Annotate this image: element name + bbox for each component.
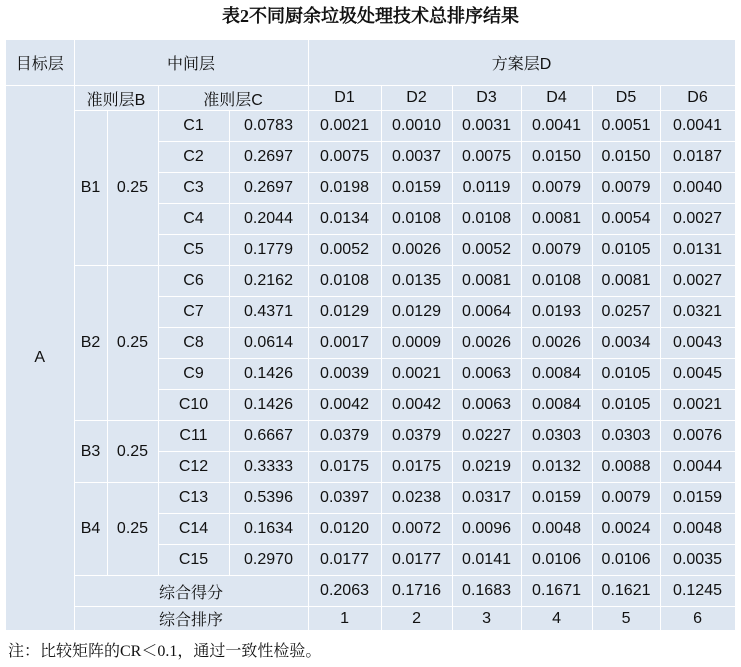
score-d4: 0.1671 — [521, 576, 592, 607]
scheme-d3-value: 0.0063 — [452, 390, 521, 421]
score-row — [6, 576, 735, 607]
criteria-c-label: C7 — [158, 297, 229, 328]
scheme-d2-value: 0.0379 — [381, 421, 452, 452]
header-d4: D4 — [521, 86, 592, 111]
scheme-d1-value: 0.0198 — [308, 173, 381, 204]
scheme-d3-value: 0.0219 — [452, 452, 521, 483]
scheme-d4-value: 0.0079 — [521, 173, 592, 204]
scheme-d5-value: 0.0051 — [592, 111, 660, 142]
scheme-d3-value: 0.0063 — [452, 359, 521, 390]
criteria-c-weight: 0.4371 — [229, 297, 308, 328]
scheme-d2-value: 0.0021 — [381, 359, 452, 390]
criteria-c-label: C1 — [158, 111, 229, 142]
scheme-d5-value: 0.0303 — [592, 421, 660, 452]
scheme-d2-value: 0.0037 — [381, 142, 452, 173]
score-d5: 0.1621 — [592, 576, 660, 607]
header-criteria-b: 准则层B — [74, 86, 158, 111]
scheme-d5-value: 0.0257 — [592, 297, 660, 328]
scheme-d4-value: 0.0084 — [521, 359, 592, 390]
criteria-c-weight: 0.2044 — [229, 204, 308, 235]
criteria-c-weight: 0.2162 — [229, 266, 308, 297]
criteria-c-weight: 0.0614 — [229, 328, 308, 359]
scheme-d1-value: 0.0379 — [308, 421, 381, 452]
criteria-c-label: C6 — [158, 266, 229, 297]
scheme-d3-value: 0.0108 — [452, 204, 521, 235]
scheme-d6-value: 0.0027 — [660, 204, 735, 235]
criteria-c-weight: 0.1426 — [229, 390, 308, 421]
scheme-d1-value: 0.0042 — [308, 390, 381, 421]
criteria-c-label: C14 — [158, 514, 229, 545]
scheme-d3-value: 0.0052 — [452, 235, 521, 266]
scheme-d4-value: 0.0026 — [521, 328, 592, 359]
scheme-d4-value: 0.0159 — [521, 483, 592, 514]
scheme-d3-value: 0.0227 — [452, 421, 521, 452]
scheme-d5-value: 0.0054 — [592, 204, 660, 235]
scheme-d5-value: 0.0106 — [592, 545, 660, 576]
criteria-c-label: C13 — [158, 483, 229, 514]
scheme-d2-value: 0.0135 — [381, 266, 452, 297]
rank-d6: 6 — [660, 607, 735, 631]
criteria-c-weight: 0.2697 — [229, 173, 308, 204]
scheme-d4-value: 0.0132 — [521, 452, 592, 483]
scheme-d4-value: 0.0150 — [521, 142, 592, 173]
criteria-c-weight: 0.5396 — [229, 483, 308, 514]
header-goal: 目标层 — [6, 40, 74, 86]
criteria-b-weight: 0.25 — [107, 266, 158, 421]
header-criteria-c: 准则层C — [158, 86, 308, 111]
scheme-d5-value: 0.0034 — [592, 328, 660, 359]
scheme-d3-value: 0.0141 — [452, 545, 521, 576]
scheme-d4-value: 0.0193 — [521, 297, 592, 328]
scheme-d3-value: 0.0064 — [452, 297, 521, 328]
rank-d4: 4 — [521, 607, 592, 631]
criteria-b-label: B2 — [74, 266, 107, 421]
scheme-d4-value: 0.0081 — [521, 204, 592, 235]
scheme-d2-value: 0.0129 — [381, 297, 452, 328]
criteria-b-weight: 0.25 — [107, 421, 158, 483]
scheme-d1-value: 0.0039 — [308, 359, 381, 390]
scheme-d3-value: 0.0081 — [452, 266, 521, 297]
rank-d2: 2 — [381, 607, 452, 631]
header-middle: 中间层 — [74, 40, 308, 86]
criteria-b-label: B3 — [74, 421, 107, 483]
criteria-c-label: C12 — [158, 452, 229, 483]
footnote: 注：比较矩阵的CR＜0.1，通过一致性检验。 — [8, 643, 322, 660]
scheme-d3-value: 0.0119 — [452, 173, 521, 204]
rank-label: 综合排序 — [74, 607, 308, 631]
ranking-table — [6, 40, 736, 631]
scheme-d1-value: 0.0108 — [308, 266, 381, 297]
score-d2: 0.1716 — [381, 576, 452, 607]
rank-d3: 3 — [452, 607, 521, 631]
criteria-b-label: B1 — [74, 111, 107, 266]
table-title: 表2不同厨余垃圾处理技术总排序结果 — [222, 6, 519, 26]
criteria-c-label: C3 — [158, 173, 229, 204]
criteria-c-weight: 0.3333 — [229, 452, 308, 483]
scheme-d6-value: 0.0076 — [660, 421, 735, 452]
scheme-d2-value: 0.0026 — [381, 235, 452, 266]
scheme-d1-value: 0.0120 — [308, 514, 381, 545]
score-d3: 0.1683 — [452, 576, 521, 607]
scheme-d1-value: 0.0129 — [308, 297, 381, 328]
scheme-d4-value: 0.0084 — [521, 390, 592, 421]
scheme-d6-value: 0.0048 — [660, 514, 735, 545]
table-row — [6, 111, 735, 142]
scheme-d4-value: 0.0106 — [521, 545, 592, 576]
criteria-b-weight: 0.25 — [107, 483, 158, 576]
scheme-d5-value: 0.0150 — [592, 142, 660, 173]
criteria-c-weight: 0.2970 — [229, 545, 308, 576]
criteria-c-label: C2 — [158, 142, 229, 173]
header-row-main — [6, 40, 735, 86]
scheme-d1-value: 0.0397 — [308, 483, 381, 514]
criteria-c-weight: 0.0783 — [229, 111, 308, 142]
criteria-c-label: C5 — [158, 235, 229, 266]
scheme-d5-value: 0.0079 — [592, 173, 660, 204]
score-label: 综合得分 — [74, 576, 308, 607]
goal-value-cell: A — [6, 86, 74, 631]
scheme-d4-value: 0.0048 — [521, 514, 592, 545]
criteria-c-label: C15 — [158, 545, 229, 576]
scheme-d4-value: 0.0108 — [521, 266, 592, 297]
scheme-d2-value: 0.0010 — [381, 111, 452, 142]
scheme-d6-value: 0.0044 — [660, 452, 735, 483]
scheme-d5-value: 0.0088 — [592, 452, 660, 483]
scheme-d2-value: 0.0042 — [381, 390, 452, 421]
criteria-c-label: C9 — [158, 359, 229, 390]
header-d3: D3 — [452, 86, 521, 111]
scheme-d4-value: 0.0079 — [521, 235, 592, 266]
scheme-d2-value: 0.0175 — [381, 452, 452, 483]
scheme-d6-value: 0.0040 — [660, 173, 735, 204]
criteria-c-label: C11 — [158, 421, 229, 452]
header-d5: D5 — [592, 86, 660, 111]
scheme-d4-value: 0.0303 — [521, 421, 592, 452]
scheme-d6-value: 0.0045 — [660, 359, 735, 390]
scheme-d1-value: 0.0075 — [308, 142, 381, 173]
header-d1: D1 — [308, 86, 381, 111]
rank-d5: 5 — [592, 607, 660, 631]
criteria-c-weight: 0.2697 — [229, 142, 308, 173]
header-row-sub — [6, 86, 735, 111]
scheme-d1-value: 0.0021 — [308, 111, 381, 142]
header-scheme: 方案层D — [308, 40, 735, 86]
criteria-b-weight: 0.25 — [107, 111, 158, 266]
scheme-d1-value: 0.0052 — [308, 235, 381, 266]
scheme-d5-value: 0.0105 — [592, 235, 660, 266]
rank-d1: 1 — [308, 607, 381, 631]
scheme-d3-value: 0.0026 — [452, 328, 521, 359]
scheme-d2-value: 0.0108 — [381, 204, 452, 235]
scheme-d5-value: 0.0024 — [592, 514, 660, 545]
scheme-d3-value: 0.0075 — [452, 142, 521, 173]
scheme-d2-value: 0.0238 — [381, 483, 452, 514]
criteria-c-weight: 0.6667 — [229, 421, 308, 452]
scheme-d2-value: 0.0072 — [381, 514, 452, 545]
criteria-c-weight: 0.1634 — [229, 514, 308, 545]
table-row — [6, 483, 735, 514]
scheme-d5-value: 0.0105 — [592, 359, 660, 390]
score-d6: 0.1245 — [660, 576, 735, 607]
header-d6: D6 — [660, 86, 735, 111]
score-d1: 0.2063 — [308, 576, 381, 607]
scheme-d6-value: 0.0027 — [660, 266, 735, 297]
scheme-d5-value: 0.0079 — [592, 483, 660, 514]
scheme-d4-value: 0.0041 — [521, 111, 592, 142]
criteria-c-label: C10 — [158, 390, 229, 421]
rank-row — [6, 607, 735, 631]
criteria-c-label: C8 — [158, 328, 229, 359]
scheme-d6-value: 0.0131 — [660, 235, 735, 266]
criteria-b-label: B4 — [74, 483, 107, 576]
header-d2: D2 — [381, 86, 452, 111]
criteria-c-label: C4 — [158, 204, 229, 235]
scheme-d2-value: 0.0177 — [381, 545, 452, 576]
scheme-d2-value: 0.0159 — [381, 173, 452, 204]
scheme-d6-value: 0.0043 — [660, 328, 735, 359]
criteria-c-weight: 0.1779 — [229, 235, 308, 266]
scheme-d2-value: 0.0009 — [381, 328, 452, 359]
table-row — [6, 266, 735, 297]
scheme-d3-value: 0.0317 — [452, 483, 521, 514]
scheme-d1-value: 0.0134 — [308, 204, 381, 235]
scheme-d5-value: 0.0105 — [592, 390, 660, 421]
scheme-d5-value: 0.0081 — [592, 266, 660, 297]
scheme-d6-value: 0.0321 — [660, 297, 735, 328]
scheme-d1-value: 0.0175 — [308, 452, 381, 483]
scheme-d1-value: 0.0017 — [308, 328, 381, 359]
scheme-d3-value: 0.0031 — [452, 111, 521, 142]
scheme-d6-value: 0.0159 — [660, 483, 735, 514]
scheme-d6-value: 0.0035 — [660, 545, 735, 576]
criteria-c-weight: 0.1426 — [229, 359, 308, 390]
scheme-d6-value: 0.0187 — [660, 142, 735, 173]
scheme-d6-value: 0.0041 — [660, 111, 735, 142]
scheme-d6-value: 0.0021 — [660, 390, 735, 421]
scheme-d3-value: 0.0096 — [452, 514, 521, 545]
table-row — [6, 421, 735, 452]
scheme-d1-value: 0.0177 — [308, 545, 381, 576]
